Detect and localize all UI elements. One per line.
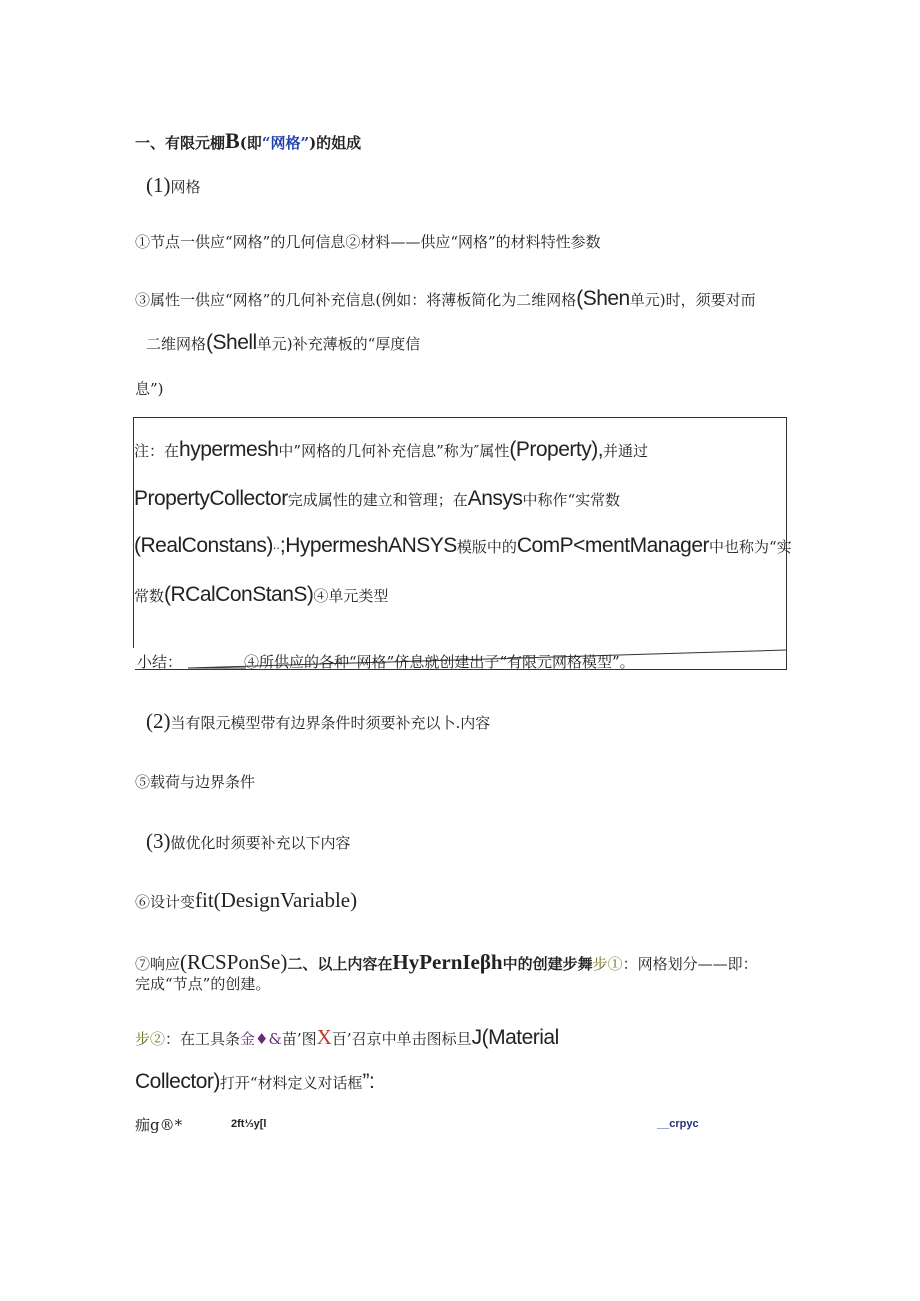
item-6 bbox=[135, 888, 357, 913]
item-3-text: 二维网格 bbox=[146, 335, 207, 353]
subsection-3 bbox=[146, 829, 351, 854]
note-text: 并通过 bbox=[603, 442, 649, 460]
garbled-text-1: 痂g®* bbox=[135, 1116, 183, 1134]
note-line-4 bbox=[134, 582, 388, 607]
note-text: 中称作“实常数 bbox=[522, 491, 621, 509]
note-text: ·· bbox=[272, 542, 280, 555]
item-3-text: ③属性一供应“网格”的几何补充信息(例如：将薄板简化为二维网格 bbox=[135, 291, 577, 309]
note-text: 常数 bbox=[134, 587, 165, 605]
subsection-number: (1) bbox=[146, 173, 171, 197]
heading-part: (即 bbox=[239, 134, 262, 152]
step-2-label: 步② bbox=[135, 1030, 166, 1048]
item-1-2: ①节点一供应“网格”的几何信息②材料——供应“网格”的材料特性参数 bbox=[135, 233, 601, 251]
term-collector: Collector) bbox=[135, 1070, 220, 1093]
step-2-text: ”: bbox=[362, 1070, 375, 1093]
term-hypermesh: HyPernIeβh bbox=[392, 950, 503, 974]
term-property: (Property), bbox=[509, 438, 604, 461]
item-7-line1 bbox=[135, 950, 758, 975]
subsection-2 bbox=[146, 709, 490, 734]
note-text: 模版中的 bbox=[456, 538, 517, 556]
note-line-3 bbox=[134, 533, 792, 558]
heading-part: )的姐成 bbox=[309, 134, 362, 152]
subsection-text: 当有限元模型带有边界条件时须要补充以卜.内容 bbox=[170, 714, 491, 732]
close-icon: X bbox=[316, 1025, 332, 1049]
note-text: 注：在 bbox=[134, 442, 180, 460]
step-2-text: ：在工具条 bbox=[165, 1030, 241, 1048]
step-2-text: 打开“材料定义对话框 bbox=[219, 1074, 363, 1092]
summary-text: ④所供应的各种“网格”侪息就创建出子“有限元网格模型”。 bbox=[244, 653, 635, 671]
term-material: J(Material bbox=[471, 1026, 559, 1049]
note-line-2 bbox=[134, 486, 620, 511]
term-ansys: Ansys bbox=[467, 487, 523, 510]
section-2-heading: 二、以上内容在 bbox=[287, 955, 393, 973]
subsection-number: (2) bbox=[146, 709, 171, 733]
subsection-1 bbox=[146, 173, 201, 198]
term-hypermesh-ansys: ;HypermeshANSYS bbox=[279, 534, 457, 557]
heading-letter: B bbox=[225, 128, 240, 153]
note-line-1 bbox=[134, 437, 648, 462]
heading-quoted: “网格” bbox=[261, 134, 310, 152]
term-design-variable: fit(DesignVariable) bbox=[195, 888, 358, 912]
note-text: ④单元类型 bbox=[313, 587, 389, 605]
garbled-text-2: 2ft⅓y[l bbox=[231, 1118, 267, 1130]
item-3-line1 bbox=[135, 286, 756, 311]
note-text: 完成属性的建立和管理；在 bbox=[287, 491, 468, 509]
item-3-line2 bbox=[146, 330, 420, 355]
note-text: 中也称为“实 bbox=[709, 538, 792, 556]
item-6-text: ⑥设计变 bbox=[135, 893, 196, 911]
step-2-line1 bbox=[135, 1025, 559, 1050]
summary-label: 小结： bbox=[137, 653, 183, 671]
item-7-text: ⑦响应 bbox=[135, 955, 181, 973]
subsection-text: 做优化时须要补充以下内容 bbox=[170, 834, 351, 852]
term-response: (RCSPonSe) bbox=[180, 950, 288, 974]
section-heading bbox=[135, 128, 361, 154]
subsection-number: (3) bbox=[146, 829, 171, 853]
term-component-manager: ComP<mentManager bbox=[516, 534, 710, 557]
item-3-text: 单元)补充薄板的“厚度信 bbox=[256, 335, 421, 353]
term-shell: (Shell bbox=[206, 331, 257, 354]
step-1-label: 步① bbox=[592, 955, 623, 973]
item-3-text: 单元)时，须要对而 bbox=[629, 291, 756, 309]
toolbar-glyphs: 金♦& bbox=[240, 1030, 282, 1048]
garbled-text-3: __crpyc bbox=[657, 1118, 699, 1130]
item-7-line2: 完成“节点”的创建。 bbox=[135, 975, 271, 993]
term-property-collector: PropertyCollector bbox=[134, 487, 288, 510]
heading-part: 一、有限元棚 bbox=[135, 134, 226, 152]
item-7-text: ：网格划分——即： bbox=[622, 955, 758, 973]
item-3-line3: 息”) bbox=[135, 380, 164, 398]
term-hypermesh: hypermesh bbox=[179, 438, 279, 461]
subsection-label: 网格 bbox=[170, 178, 201, 196]
term-real-constants: (RCalConStanS) bbox=[164, 583, 314, 606]
note-text: 中”网格的几何补充信息”称为″属性 bbox=[278, 442, 510, 460]
term-shell: (Shen bbox=[576, 287, 630, 310]
step-2-text: 百’召京中单击图标旦 bbox=[331, 1030, 472, 1048]
step-2-text: 苗’图 bbox=[281, 1030, 317, 1048]
section-2-heading: 中的创建步舞 bbox=[502, 955, 593, 973]
step-2-line2 bbox=[135, 1069, 374, 1094]
term-real-constants: (RealConstans) bbox=[134, 534, 273, 557]
item-5: ⑤载荷与边界条件 bbox=[135, 773, 256, 791]
